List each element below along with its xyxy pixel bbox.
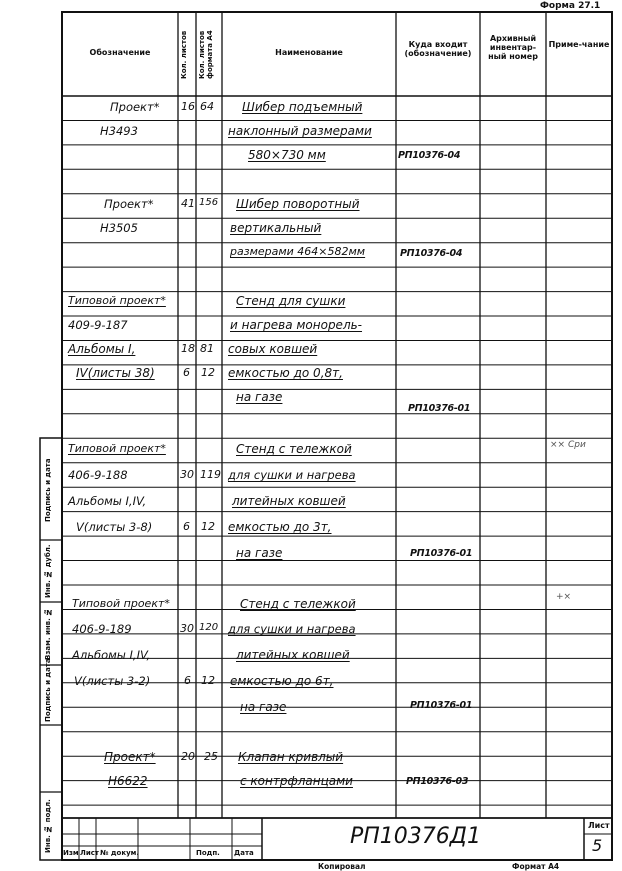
designation-cell: Н6622: [108, 774, 148, 788]
form-label: Форма 27.1: [540, 1, 601, 11]
designation-cell: Проект*: [104, 750, 156, 764]
name-cell: емкостью до 3т,: [228, 520, 332, 534]
sheets-cell: 6: [184, 674, 191, 687]
designation-cell: Альбомы I,IV,: [72, 648, 151, 662]
designation-cell: 409-9-187: [68, 318, 128, 332]
where-cell: РП10376-04: [398, 150, 461, 161]
name-cell: емкостью до 6т,: [230, 674, 334, 688]
name-cell: Клапан кривлый: [238, 750, 344, 764]
a4-cell: 25: [204, 750, 218, 763]
name-cell: размерами 464×582мм: [230, 245, 366, 258]
name-cell: емкостью до 0,8т,: [228, 366, 343, 380]
sheet-label: Лист: [588, 821, 610, 830]
name-cell: Стенд с тележкой: [240, 597, 356, 611]
note-cell: +×: [556, 592, 572, 602]
sheets-cell: 6: [183, 366, 190, 379]
designation-cell: Типовой проект*: [68, 442, 166, 455]
header-designation: Обозначение: [89, 48, 151, 57]
where-cell: РП10376-01: [410, 700, 473, 711]
stamp-col-izm: Изм: [63, 849, 79, 857]
where-cell: РП10376-01: [410, 548, 473, 559]
designation-cell: Альбомы I,IV,: [68, 494, 147, 508]
sheet-number: 5: [592, 836, 603, 855]
side-label-sign-date-2: Подпись и дата: [44, 658, 52, 722]
side-label-inv-dup: Инв. № дубл.: [44, 544, 52, 598]
a4-cell: 81: [200, 342, 214, 355]
name-cell: с контрфланцами: [240, 774, 353, 788]
a4-cell: 12: [201, 520, 215, 533]
header-sheets-a4: Кол. листов формата А4: [198, 30, 214, 80]
name-cell: Стенд для сушки: [236, 294, 346, 308]
designation-cell: Н3505: [100, 221, 138, 235]
sheets-cell: 6: [183, 520, 190, 533]
designation-cell: Н3493: [100, 124, 138, 138]
sheets-cell: 41: [181, 197, 195, 210]
sheets-cell: 18: [181, 342, 195, 355]
a4-cell: 119: [200, 468, 221, 481]
designation-cell: IV(листы 38): [76, 366, 155, 380]
name-cell: Шибер поворотный: [236, 197, 360, 211]
designation-cell: Типовой проект*: [68, 294, 166, 307]
stamp-col-list: Лист: [80, 849, 99, 857]
sheets-cell: 16: [181, 100, 195, 113]
outer-frame: [62, 12, 612, 860]
name-cell: совых ковшей: [228, 342, 318, 356]
side-label-inv-no: Инв. № подл.: [44, 799, 52, 853]
where-cell: РП10376-04: [400, 248, 463, 259]
designation-cell: V(листы 3-8): [76, 520, 153, 534]
a4-cell: 64: [200, 100, 214, 113]
designation-cell: Проект*: [104, 197, 154, 211]
a4-cell: 156: [199, 197, 219, 208]
designation-cell: V(листы 3-2): [74, 674, 151, 688]
sheets-cell: 20: [181, 750, 195, 763]
document-code: РП10376Д1: [350, 824, 481, 849]
designation-cell: 406-9-189: [72, 622, 132, 636]
designation-cell: 406-9-188: [68, 468, 128, 482]
name-cell: Шибер подъемный: [242, 100, 363, 114]
header-sheets-count: Кол. листов: [180, 30, 188, 80]
note-cell: ×× Сри: [550, 440, 586, 450]
header-where-included: Куда входит (обозначение): [404, 40, 472, 58]
a4-cell: 120: [199, 622, 219, 633]
name-cell: для сушки и нагрева: [228, 622, 356, 636]
header-note: Приме-чание: [548, 40, 610, 49]
footer-copied: Копировал: [318, 862, 366, 871]
name-cell: наклонный размерами: [228, 124, 372, 138]
name-cell: литейных ковшей: [232, 494, 346, 508]
name-cell: и нагрева монорель-: [230, 318, 363, 332]
footer-format: Формат А4: [512, 862, 560, 871]
a4-cell: 12: [201, 674, 215, 687]
side-label-sign-date: Подпись и дата: [44, 458, 52, 522]
sheets-cell: 30: [180, 622, 194, 635]
side-label-replace-inv: Взам. инв. №: [44, 607, 52, 661]
name-cell: для сушки и нагрева: [228, 468, 356, 482]
name-cell: на газе: [236, 546, 283, 560]
designation-cell: Альбомы I,: [68, 342, 136, 356]
stamp-col-doc-no: № докум.: [100, 849, 140, 857]
a4-cell: 12: [201, 366, 215, 379]
header-name: Наименование: [275, 48, 343, 57]
name-cell: вертикальный: [230, 221, 322, 235]
name-cell: на газе: [240, 700, 287, 714]
sheets-cell: 30: [180, 468, 194, 481]
designation-cell: Типовой проект*: [72, 597, 170, 610]
name-cell: 580×730 мм: [248, 148, 326, 162]
name-cell: на газе: [236, 390, 283, 404]
designation-cell: Проект*: [110, 100, 160, 114]
name-cell: литейных ковшей: [236, 648, 350, 662]
header-archive-no: Архивный инвентар-ный номер: [488, 34, 538, 61]
name-cell: Стенд с тележкой: [236, 442, 352, 456]
where-cell: РП10376-01: [408, 403, 471, 414]
stamp-col-date: Дата: [234, 849, 254, 857]
where-cell: РП10376-03: [406, 776, 469, 787]
stamp-col-sign: Подп.: [196, 849, 220, 857]
